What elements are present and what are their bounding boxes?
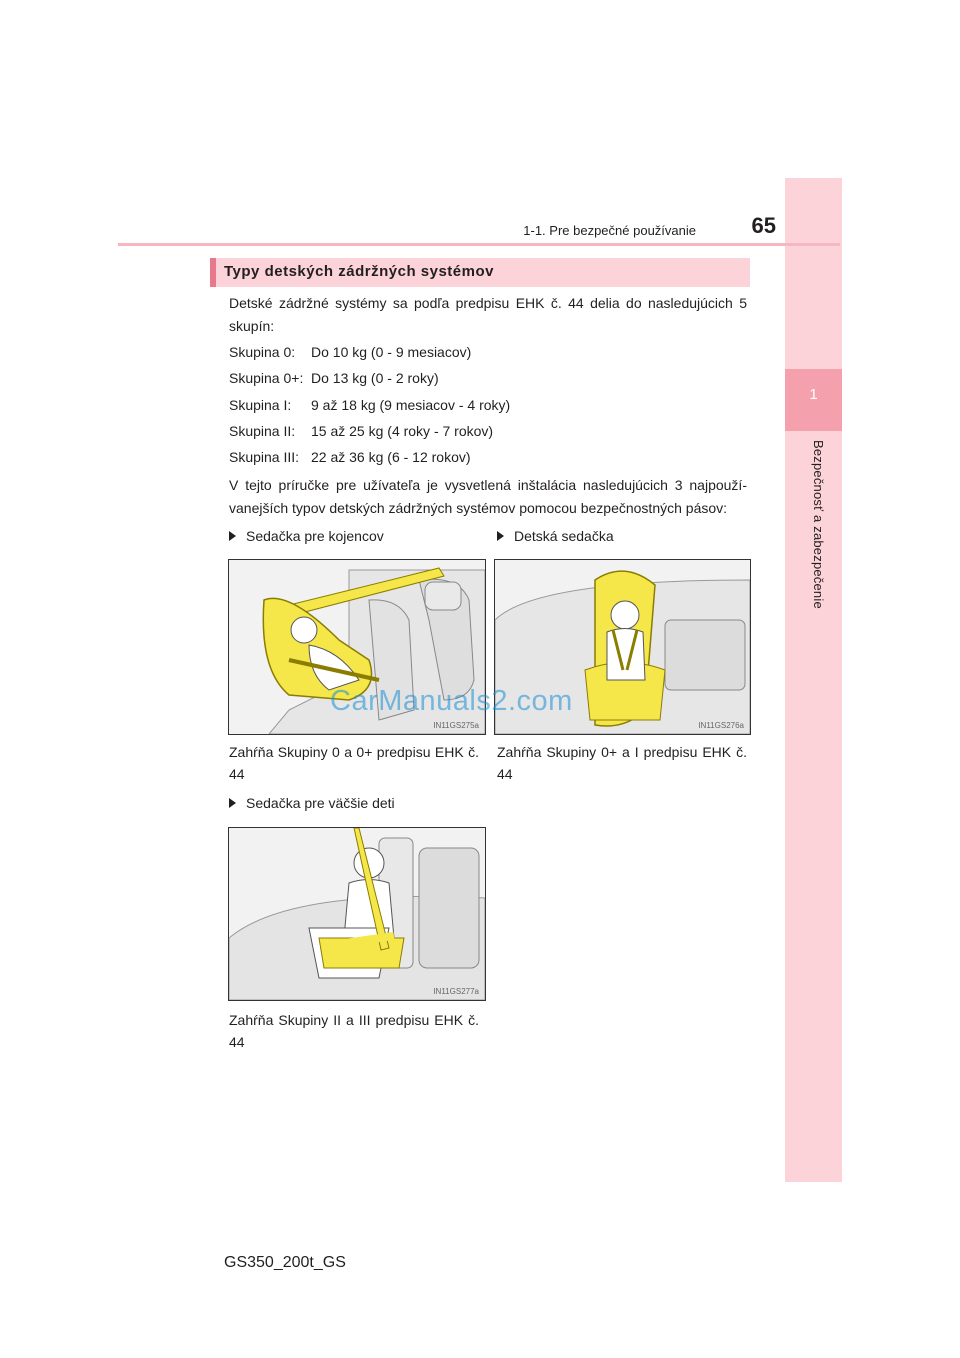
page-number: 65 [751,213,776,238]
footer-model: GS350_200t_GS [224,1254,346,1271]
seat-caption: Zahŕňa Skupiny II a III predpisu EHK č. 44 [229,1012,479,1050]
header-rule [118,243,840,246]
group-label: Skupina 0: [229,344,296,360]
group-value: 22 až 36 kg (6 - 12 rokov) [311,449,471,465]
seat-type-label: Sedačka pre kojencov [246,528,384,544]
bullet-triangle-icon [497,531,504,541]
figure-code: IN11GS277a [433,987,479,996]
group-value: 9 až 18 kg (9 mesiacov - 4 roky) [311,397,511,413]
figure-code: IN11GS276a [698,721,744,730]
seat-type-title [497,528,614,544]
seat-caption: Zahŕňa Skupiny 0+ a I predpisu EHK č. 44 [497,744,747,782]
chapter-tab [785,178,842,1182]
seat-type-title [229,528,384,544]
booster-seat-drawing [229,828,485,1000]
section-heading: Typy detských zádržných systémov [224,263,494,280]
group-value: 15 až 25 kg (4 roky - 7 rokov) [311,423,494,439]
figure-code: IN11GS275a [433,721,479,730]
seat-caption: Zahŕňa Skupiny 0 a 0+ predpisu EHK č. 44 [229,744,479,782]
intro-paragraph: Detské zádržné systémy sa podľa predpisu EHK č. 44 delia do nasledujúcich 5 skupín: [229,295,747,334]
seat-type-label: Detská sedačka [514,528,614,544]
watermark: CarManuals2.com [330,685,573,717]
outro-paragraph: V tejto príručke pre užívateľa je vysvetlená inštalácia nasledujúcich 3 najpoužívanejších typov detských zádržných systémov pomocou bezpečnostných pásov: [229,477,747,516]
bullet-triangle-icon [229,531,236,541]
seat-type-label: Sedačka pre väčšie deti [246,795,395,811]
bullet-triangle-icon [229,798,236,808]
chapter-number: 1 [809,386,818,403]
group-label: Skupina I: [229,397,292,413]
group-label: Skupina 0+: [229,370,304,386]
booster-seat-illustration [228,827,486,1001]
chapter-title: Bezpečnosť a zabezpečenie [811,440,826,609]
group-value: Do 13 kg (0 - 2 roky) [311,370,439,386]
section-heading-accent [210,258,216,287]
group-label: Skupina III: [229,449,300,465]
group-label: Skupina II: [229,423,296,439]
seat-type-title [229,795,395,811]
group-value: Do 10 kg (0 - 9 mesiacov) [311,344,472,360]
header-section-title: 1-1. Pre bezpečné používanie [523,223,696,238]
